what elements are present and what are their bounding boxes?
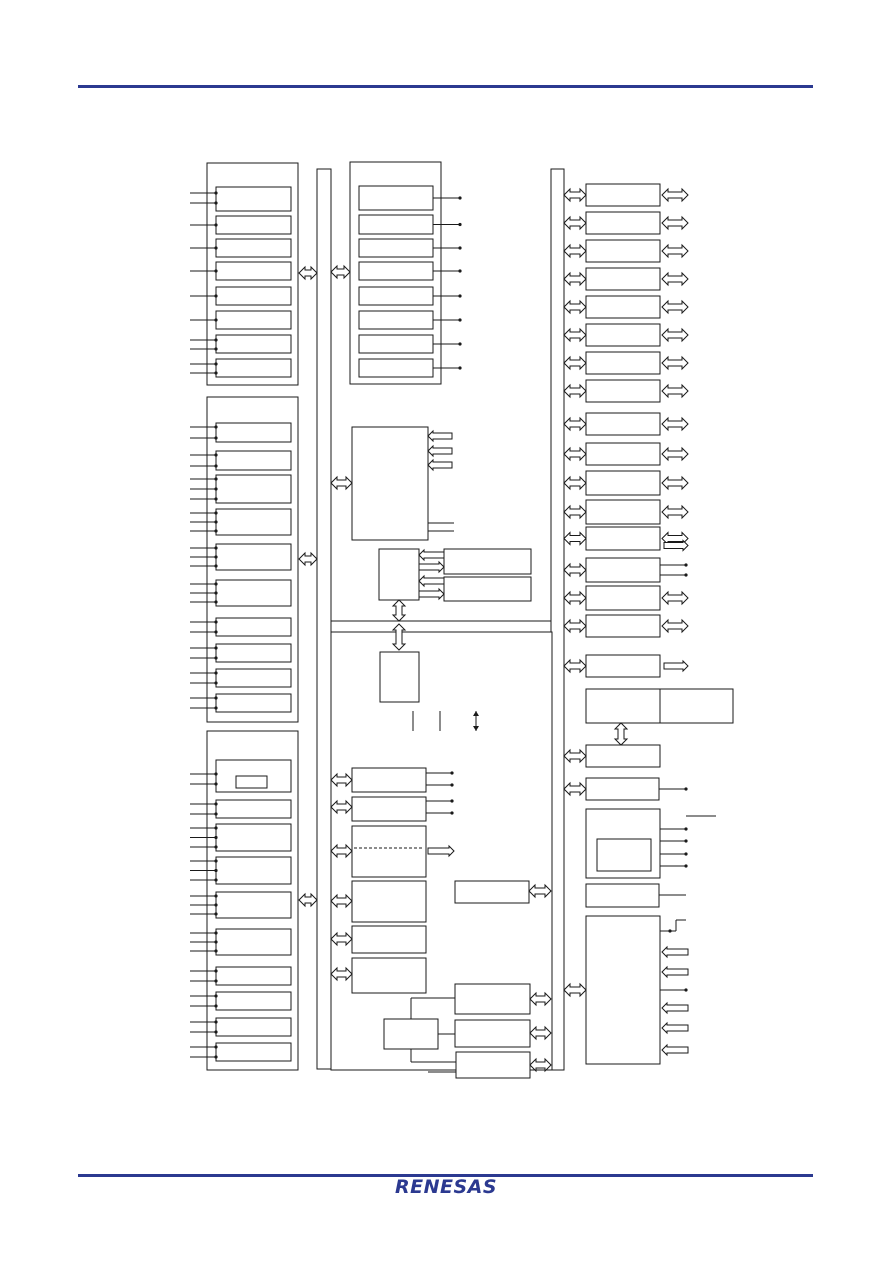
centre-group-1-block [359, 335, 433, 353]
external-arrow [662, 301, 688, 313]
centre-group-1-pin-dot [458, 246, 461, 249]
right-bottom-block [586, 916, 660, 1064]
left-group-3-block [216, 967, 291, 985]
right-bottom-pin-dot [684, 988, 687, 991]
left-group-3-inner-block [236, 776, 267, 788]
bus-arrow [564, 357, 586, 369]
centre-bottom-top-block [380, 652, 419, 702]
left-group-2-pin-dot [214, 696, 217, 699]
bus-arrow [299, 267, 317, 279]
control-signal-arrow [428, 446, 452, 456]
centre-group-1-block [359, 359, 433, 377]
external-arrow [662, 620, 688, 632]
right-port-block [586, 443, 660, 465]
left-group-2-pin-dot [214, 681, 217, 684]
bus-arrow [564, 245, 586, 257]
bus-arrow [564, 750, 586, 762]
left-group-3-pin-dot [214, 979, 217, 982]
clock-output-block [455, 984, 530, 1014]
right-port-block [586, 380, 660, 402]
bus-arrow [564, 592, 586, 604]
external-arrow [662, 329, 688, 341]
left-group-3-pin-dot [214, 812, 217, 815]
left-group-1-block [216, 216, 291, 234]
left-group-1-pin-dot [214, 191, 217, 194]
left-group-1-pin-dot [214, 362, 217, 365]
bus-arrow [564, 273, 586, 285]
right-display-pin-dot [684, 839, 687, 842]
left-group-3-block [216, 892, 291, 918]
clock-output-block [456, 1052, 530, 1078]
external-arrow [662, 477, 688, 489]
right-port-pin-dot [684, 573, 687, 576]
left-group-2-block [216, 618, 291, 636]
left-group-1-pin-dot [214, 371, 217, 374]
right-port-block [586, 240, 660, 262]
bus-arrow [564, 564, 586, 576]
centre-bottom-pin-dot [450, 811, 453, 814]
centre-bottom-right-block [455, 881, 529, 903]
external-arrow [662, 418, 688, 430]
left-group-2-pin-dot [214, 656, 217, 659]
left-group-3-pin-dot [214, 1004, 217, 1007]
centre-group-1-pin-dot [458, 223, 461, 226]
left-group-3-block [216, 857, 291, 884]
centre-group-1-pin-dot [458, 318, 461, 321]
right-port-block [586, 352, 660, 374]
external-arrow [662, 273, 688, 285]
renesas-logo [378, 1176, 514, 1206]
left-group-3-pin-dot [214, 931, 217, 934]
right-port-block [586, 324, 660, 346]
centre-group-1-pin-dot [458, 366, 461, 369]
signal-dot [668, 929, 671, 932]
input-arrow [662, 947, 688, 957]
left-group-2-block [216, 451, 291, 470]
right-port-block [586, 500, 660, 524]
left-group-2-pin-dot [214, 497, 217, 500]
centre-group-1-block [359, 215, 433, 234]
left-group-2-pin-dot [214, 546, 217, 549]
left-group-1-block [216, 287, 291, 305]
left-group-2-pin-dot [214, 620, 217, 623]
left-group-2-pin-dot [214, 630, 217, 633]
centre-mid-block [379, 549, 419, 600]
left-group-3-pin-dot [214, 859, 217, 862]
left-group-3-pin-dot [214, 878, 217, 881]
bus-arrow [564, 660, 586, 672]
right-port-block [586, 778, 659, 800]
left-group-3-pin-dot [214, 912, 217, 915]
left-group-2-pin-dot [214, 671, 217, 674]
bus-arrow [564, 506, 586, 518]
register-arrow [419, 562, 444, 572]
left-group-3-block [216, 1043, 291, 1061]
centre-bottom-pin-dot [450, 783, 453, 786]
left-group-3-pin-dot [214, 826, 217, 829]
bus-arrow [564, 783, 586, 795]
register-arrow [419, 576, 444, 586]
centre-group-1-block [359, 239, 433, 257]
left-group-3-pin-dot [214, 802, 217, 805]
bus-arrow [299, 894, 317, 906]
left-group-1-pin-dot [214, 338, 217, 341]
input-arrow [662, 1023, 688, 1033]
right-port-block [586, 413, 660, 435]
left-group-2-block [216, 544, 291, 570]
right-display-pin-dot [684, 852, 687, 855]
left-group-3-pin-dot [214, 782, 217, 785]
external-arrow [662, 385, 688, 397]
right-port-block [586, 184, 660, 206]
centre-group-1-pin-dot [458, 294, 461, 297]
bus-arrow [564, 189, 586, 201]
left-group-3-block [216, 929, 291, 955]
right-port-block [586, 296, 660, 318]
external-arrow [662, 448, 688, 460]
centre-bottom-block [352, 881, 426, 922]
right-port-block [586, 527, 660, 550]
left-group-3-block [216, 992, 291, 1010]
bus-arrow [564, 984, 586, 996]
left-group-3-pin-dot [214, 1030, 217, 1033]
bus-arrow [564, 329, 586, 341]
control-signal-arrow [428, 431, 452, 441]
bus-arrow [564, 385, 586, 397]
right-display-pin-dot [684, 864, 687, 867]
right-port-block [586, 884, 659, 907]
left-group-2-pin-dot [214, 464, 217, 467]
right-port-block [586, 586, 660, 610]
input-arrow [662, 1003, 688, 1013]
bus-arrow [564, 418, 586, 430]
centre-bottom-block [352, 797, 426, 821]
centre-group-1-pin-dot [458, 269, 461, 272]
left-group-1-pin-dot [214, 246, 217, 249]
bus-arrow [299, 553, 317, 565]
register-arrow [419, 589, 444, 599]
centre-large-block [352, 427, 428, 540]
bus-arrow [564, 533, 586, 545]
centre-group-1-pin-dot [458, 342, 461, 345]
left-group-3-pin-dot [214, 994, 217, 997]
centre-mid-register [444, 549, 531, 574]
vertical-bus-arrow [615, 723, 627, 745]
centre-group-1-block [359, 311, 433, 329]
left-group-2-pin-dot [214, 487, 217, 490]
bus-arrow [331, 266, 350, 278]
external-arrow [664, 661, 688, 671]
centre-group-1-block [359, 262, 433, 280]
centre-mid-register [444, 577, 531, 601]
centre-group-1-block [359, 186, 433, 210]
left-group-1-pin-dot [214, 318, 217, 321]
centre-group-1-pin-dot [458, 196, 461, 199]
centre-bottom-block [352, 958, 426, 993]
external-arrow [662, 189, 688, 201]
left-group-3-pin-dot [214, 969, 217, 972]
right-port-block [586, 268, 660, 290]
right-port-block [586, 471, 660, 495]
left-group-2-block [216, 644, 291, 662]
control-signal-arrow [428, 460, 452, 470]
left-group-2-pin-dot [214, 564, 217, 567]
right-bus-bar [551, 169, 564, 1070]
clock-block [384, 1019, 438, 1049]
clock-output-block [455, 1020, 530, 1047]
bus-arrow [564, 477, 586, 489]
centre-bottom-block [352, 826, 426, 877]
right-split-block [660, 689, 733, 723]
left-group-2-block [216, 694, 291, 712]
right-port-pin-dot [684, 563, 687, 566]
right-port-block [586, 745, 660, 767]
left-group-1-block [216, 359, 291, 377]
left-group-1-pin-dot [214, 347, 217, 350]
left-group-3-pin-dot [214, 845, 217, 848]
right-port-block [586, 212, 660, 234]
right-port-block [586, 655, 660, 677]
external-arrow [664, 541, 688, 551]
external-arrow [662, 506, 688, 518]
left-bus-bar [317, 169, 331, 1069]
left-group-1-block [216, 335, 291, 353]
left-group-3-pin-dot [214, 940, 217, 943]
external-arrow [662, 217, 688, 229]
right-display-inner [597, 839, 651, 871]
centre-bottom-block [352, 926, 426, 953]
left-group-1-pin-dot [214, 201, 217, 204]
left-group-3-pin-dot [214, 772, 217, 775]
left-group-3-block [216, 800, 291, 818]
left-group-3-pin-dot [214, 894, 217, 897]
left-group-2-pin-dot [214, 555, 217, 558]
left-group-2-block [216, 509, 291, 535]
external-arrow [662, 357, 688, 369]
left-group-1-block [216, 187, 291, 211]
left-group-3-pin-dot [214, 1045, 217, 1048]
right-display-pin-dot [684, 827, 687, 830]
centre-bottom-block [352, 768, 426, 792]
left-group-2-pin-dot [214, 591, 217, 594]
left-group-1-block [216, 311, 291, 329]
left-group-2-pin-dot [214, 425, 217, 428]
centre-group-1-block [359, 287, 433, 305]
left-group-2-block [216, 423, 291, 442]
right-split-block [586, 689, 660, 723]
left-group-2-pin-dot [214, 706, 217, 709]
left-group-2-pin-dot [214, 646, 217, 649]
bus-arrow [564, 448, 586, 460]
external-arrow [662, 592, 688, 604]
left-group-3-block [216, 824, 291, 851]
left-group-1-pin-dot [214, 294, 217, 297]
right-port-pin-dot [684, 787, 687, 790]
left-group-1-pin-dot [214, 269, 217, 272]
left-group-3-pin-dot [214, 1055, 217, 1058]
left-group-2-pin-dot [214, 477, 217, 480]
left-group-3-pin-dot [214, 1020, 217, 1023]
right-port-block [586, 615, 660, 637]
vertical-bus-arrow [393, 600, 405, 621]
centre-bottom-pin-dot [450, 799, 453, 802]
input-arrow [662, 1045, 688, 1055]
left-group-1-block [216, 239, 291, 257]
bus-arrow [564, 301, 586, 313]
left-group-2-block [216, 669, 291, 687]
left-group-2-block [216, 475, 291, 503]
left-group-3-pin-dot [214, 836, 217, 839]
output-arrow [428, 846, 454, 856]
left-group-2-pin-dot [214, 511, 217, 514]
left-group-2-pin-dot [214, 453, 217, 456]
left-group-1-pin-dot [214, 223, 217, 226]
register-arrow [419, 550, 444, 560]
bus-arrow [331, 477, 352, 489]
left-group-3-pin-dot [214, 949, 217, 952]
renesas-logo-text: RENESAS [394, 1176, 498, 1198]
left-group-2-pin-dot [214, 529, 217, 532]
bus-arrow [564, 620, 586, 632]
left-group-2-pin-dot [214, 520, 217, 523]
left-group-2-pin-dot [214, 436, 217, 439]
left-group-2-block [216, 580, 291, 606]
left-group-3-block [216, 1018, 291, 1036]
right-port-block [586, 558, 660, 582]
left-group-3-pin-dot [214, 869, 217, 872]
bus-arrow [564, 217, 586, 229]
left-group-1-block [216, 262, 291, 280]
left-group-2-pin-dot [214, 582, 217, 585]
left-group-2-pin-dot [214, 600, 217, 603]
centre-bottom-pin-dot [450, 771, 453, 774]
external-arrow [662, 245, 688, 257]
input-arrow [662, 967, 688, 977]
left-group-3-pin-dot [214, 903, 217, 906]
